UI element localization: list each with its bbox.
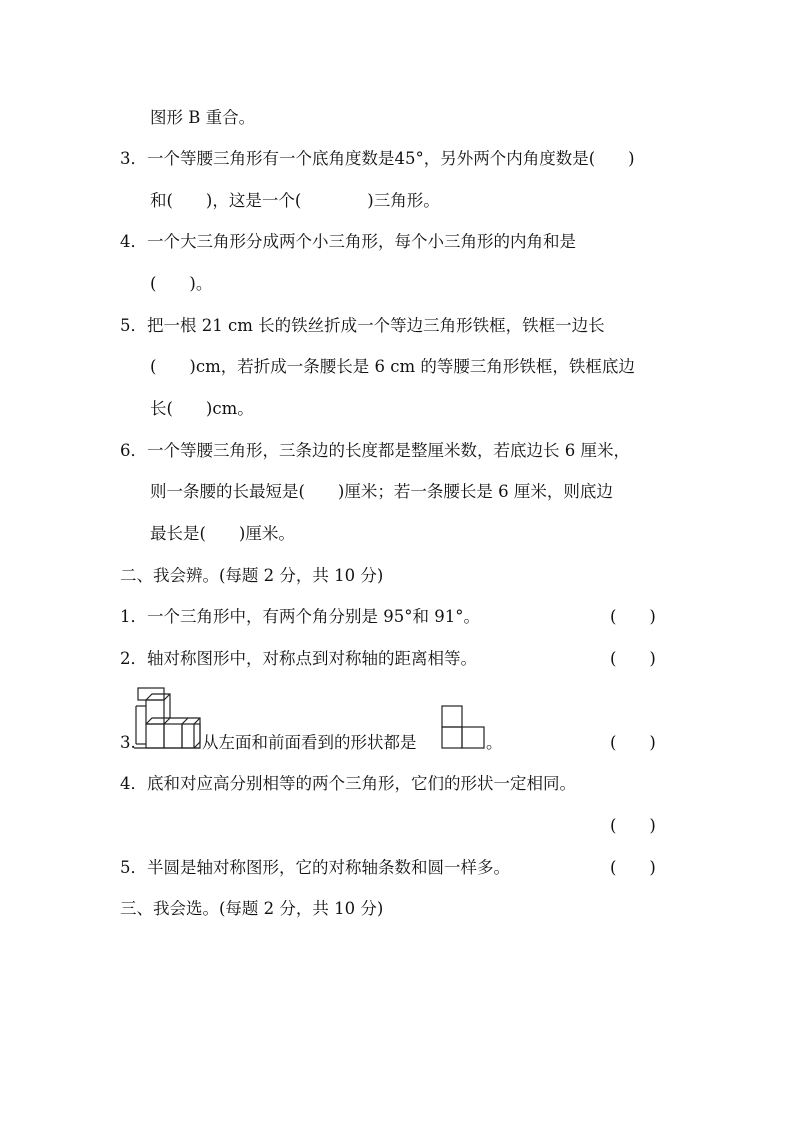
cube-stack-figure	[132, 686, 204, 750]
section2-heading: 二、我会辨。(每题 2 分，共 10 分)	[120, 566, 384, 585]
judge-q1-answer[interactable]: ( )	[610, 607, 656, 626]
judge-q3-end: 。	[486, 733, 503, 752]
section3-heading: 三、我会选。(每题 2 分，共 10 分)	[120, 899, 384, 918]
q4-line2: ( )。	[150, 274, 213, 293]
q5-line2: ( )cm，若折成一条腰长是 6 cm 的等腰三角形铁框，铁框底边	[150, 357, 635, 376]
q3-line1: 3．一个等腰三角形有一个底角度数是45°，另外两个内角度数是( )	[120, 149, 635, 168]
judge-q5: 5．半圆是轴对称图形，它的对称轴条数和圆一样多。	[120, 858, 510, 877]
view-shape-figure	[440, 702, 488, 750]
judge-q4-answer[interactable]: ( )	[610, 816, 656, 835]
q6-line2: 则一条腰的长最短是( )厘米；若一条腰长是 6 厘米，则底边	[150, 482, 613, 501]
judge-q2: 2．轴对称图形中，对称点到对称轴的距离相等。	[120, 649, 477, 668]
judge-q4: 4．底和对应高分别相等的两个三角形，它们的形状一定相同。	[120, 774, 576, 793]
judge-q2-answer[interactable]: ( )	[610, 649, 656, 668]
q5-line3: 长( )cm。	[150, 399, 254, 418]
q5-line1: 5．把一根 21 cm 长的铁丝折成一个等边三角形铁框，铁框一边长	[120, 316, 605, 335]
q2-continuation: 图形 B 重合。	[150, 108, 256, 127]
judge-q5-answer[interactable]: ( )	[610, 858, 656, 877]
q4-line1: 4．一个大三角形分成两个小三角形，每个小三角形的内角和是	[120, 232, 576, 251]
judge-q3-text: 从左面和前面看到的形状都是	[202, 733, 417, 752]
q3-line2: 和( )，这是一个( )三角形。	[150, 191, 440, 210]
judge-q3-number: 3.	[120, 733, 136, 752]
judge-q3-answer[interactable]: ( )	[610, 733, 656, 752]
q6-line3: 最长是( )厘米。	[150, 524, 295, 543]
q6-line1: 6．一个等腰三角形，三条边的长度都是整厘米数，若底边长 6 厘米，	[120, 441, 630, 460]
judge-q1: 1．一个三角形中，有两个角分别是 95°和 91°。	[120, 607, 480, 626]
